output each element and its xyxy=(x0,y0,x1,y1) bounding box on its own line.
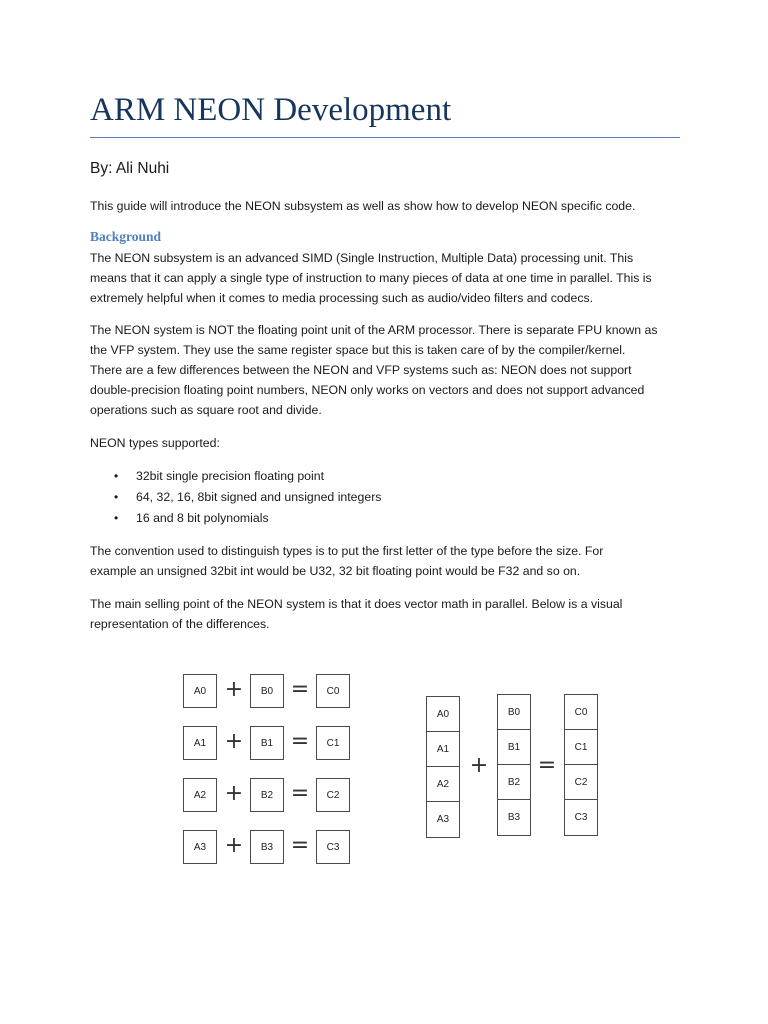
byline: By: Ali Nuhi xyxy=(90,160,170,177)
equals-icon: = xyxy=(290,781,310,806)
vector-lane: A2 xyxy=(427,767,459,802)
paragraph-line: example an unsigned 32bit int would be U32, 32 bit floating point would be F32 and so on. xyxy=(90,564,581,578)
scalar-result-c: C2 xyxy=(316,778,350,812)
equals-icon: = xyxy=(290,729,310,754)
vector-b-register xyxy=(497,694,531,836)
vector-a-register xyxy=(426,696,460,838)
paragraph-line: representation of the differences. xyxy=(90,617,270,631)
scalar-result-c: C3 xyxy=(316,830,350,864)
selling-paragraph xyxy=(90,594,680,634)
vector-lane: B0 xyxy=(498,695,530,730)
paragraph-line: double-precision floating point numbers, NEON only works on vectors and does not support advanced xyxy=(90,383,645,397)
vfp-paragraph xyxy=(90,320,680,420)
paragraph-line: There are a few differences between the NEON and VFP systems such as: NEON does not support xyxy=(90,363,632,377)
list-item-text: 32bit single precision floating point xyxy=(136,469,324,483)
paragraph-line: The main selling point of the NEON system is that it does vector math in parallel. Below is a visual xyxy=(90,597,623,611)
page-title: ARM NEON Development xyxy=(90,92,452,128)
paragraph-line: means that it can apply a single type of instruction to many pieces of data at one time in parallel. This is xyxy=(90,271,652,285)
plus-icon: + xyxy=(224,781,244,806)
paragraph-line: The convention used to distinguish types is to put the first letter of the type before the size. For xyxy=(90,544,604,558)
vector-lane: C3 xyxy=(574,812,588,823)
intro-paragraph xyxy=(90,196,680,216)
vector-lane: C1 xyxy=(565,730,597,765)
list-item xyxy=(90,487,680,508)
paragraph-line: operations such as square root and divide. xyxy=(90,403,322,417)
plus-icon: + xyxy=(469,753,489,778)
types-list xyxy=(90,466,680,529)
background-paragraph xyxy=(90,248,680,308)
vector-c-register xyxy=(564,694,598,836)
plus-icon: + xyxy=(224,677,244,702)
bullet-icon: • xyxy=(114,469,119,483)
scalar-operand-a: A0 xyxy=(183,674,217,708)
list-item-text: 16 and 8 bit polynomials xyxy=(136,511,269,525)
scalar-operand-b: B1 xyxy=(250,726,284,760)
vector-lane: B2 xyxy=(498,765,530,800)
bullet-icon: • xyxy=(114,490,119,504)
scalar-operand-b: B3 xyxy=(250,830,284,864)
scalar-operand-a: A1 xyxy=(183,726,217,760)
plus-icon: + xyxy=(224,729,244,754)
vector-lane: A0 xyxy=(427,697,459,732)
list-item-text: 64, 32, 16, 8bit signed and unsigned integers xyxy=(136,490,382,504)
vector-lane: C0 xyxy=(565,695,597,730)
scalar-operand-a: A2 xyxy=(183,778,217,812)
list-item xyxy=(90,466,680,487)
equals-icon: = xyxy=(290,677,310,702)
vector-lane: B3 xyxy=(507,812,521,823)
vector-lane: C2 xyxy=(565,765,597,800)
scalar-result-c: C0 xyxy=(316,674,350,708)
scalar-operand-b: B0 xyxy=(250,674,284,708)
bullet-icon: • xyxy=(114,511,119,525)
equals-icon: = xyxy=(537,753,557,778)
convention-paragraph xyxy=(90,541,680,581)
paragraph-line: the VFP system. They use the same register space but this is taken care of by the compiler/kernel. xyxy=(90,343,626,357)
types-intro-line: NEON types supported: xyxy=(90,436,220,450)
title-rule xyxy=(90,137,680,138)
vector-lane: A3 xyxy=(436,814,450,825)
scalar-operand-a: A3 xyxy=(183,830,217,864)
types-intro xyxy=(90,433,680,453)
background-heading: Background xyxy=(90,229,162,244)
intro-line: This guide will introduce the NEON subsystem as well as show how to develop NEON specific code. xyxy=(90,199,636,213)
plus-icon: + xyxy=(224,833,244,858)
list-item xyxy=(90,508,680,529)
scalar-operand-b: B2 xyxy=(250,778,284,812)
equals-icon: = xyxy=(290,833,310,858)
paragraph-line: The NEON system is NOT the floating point unit of the ARM processor. There is separate FPU known as xyxy=(90,323,658,337)
paragraph-line: extremely helpful when it comes to media processing such as audio/video filters and codecs. xyxy=(90,291,594,305)
vector-lane: B1 xyxy=(498,730,530,765)
paragraph-line: The NEON subsystem is an advanced SIMD (Single Instruction, Multiple Data) processing unit. This xyxy=(90,251,634,265)
scalar-result-c: C1 xyxy=(316,726,350,760)
vector-lane: A1 xyxy=(427,732,459,767)
